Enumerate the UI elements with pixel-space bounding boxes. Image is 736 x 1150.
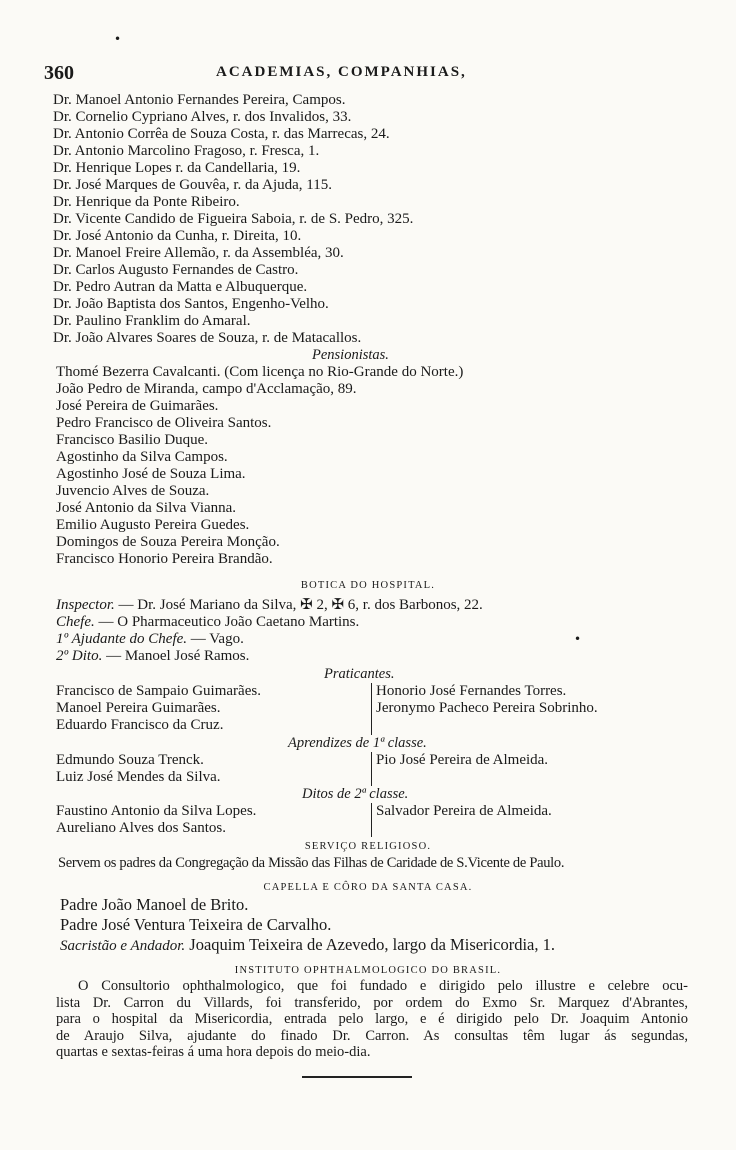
praticante-entry: Eduardo Francisco da Cruz. <box>56 717 224 733</box>
padre-entry: Padre João Manoel de Brito. <box>60 895 249 914</box>
pensionista-entry: Juvencio Alves de Souza. <box>56 483 210 499</box>
chefe-text: — O Pharmaceutico João Caetano Martins. <box>94 614 360 630</box>
column-divider <box>371 803 372 837</box>
ajudante2-label: 2º Dito. <box>56 648 103 664</box>
aprendiz-entry: Luiz José Mendes da Silva. <box>56 769 221 785</box>
pensionistas-heading: Pensionistas. <box>312 347 389 363</box>
praticantes-heading: Praticantes. <box>324 666 395 682</box>
pensionista-entry: Francisco Basilio Duque. <box>56 432 209 448</box>
doctor-entry: Dr. Carlos Augusto Fernandes de Castro. <box>53 262 299 278</box>
aprendiz-entry: Aureliano Alves dos Santos. <box>56 820 226 836</box>
running-header: ACADEMIAS, COMPANHIAS, <box>216 64 467 80</box>
doctor-entry: Dr. Cornelio Cypriano Alves, r. dos Invalidos, 33. <box>53 109 352 125</box>
praticante-entry: Jeronymo Pacheco Pereira Sobrinho. <box>376 700 598 716</box>
praticante-entry: Francisco de Sampaio Guimarães. <box>56 683 261 699</box>
aprendizes-2-heading: Ditos de 2ª classe. <box>302 786 409 802</box>
botica-ajudante-1 <box>56 631 244 648</box>
paragraph-line: quartas e sextas-feiras á uma hora depois do meio-dia. <box>56 1044 371 1060</box>
pensionista-entry: Agostinho da Silva Campos. <box>56 449 228 465</box>
paragraph-line: para o hospital da Misericordia, entrada pelo largo, e é dirigido pelo Dr. Joaquim Antonio <box>56 1011 688 1027</box>
pensionista-entry: José Pereira de Guimarães. <box>56 398 219 414</box>
paragraph-line: O Consultorio ophthalmologico, que foi fundado e dirigido pelo illustre e celebre ocu- <box>78 978 688 994</box>
closing-rule <box>302 1076 412 1078</box>
doctor-entry: Dr. Antonio Corrêa de Souza Costa, r. das Marrecas, 24. <box>53 126 390 142</box>
pensionista-entry: Agostinho José de Souza Lima. <box>56 466 246 482</box>
capella-heading: CAPELLA E CÔRO DA SANTA CASA. <box>263 882 473 893</box>
inspector-text: — Dr. José Mariano da Silva, ✠ 2, ✠ 6, r. dos Barbonos, 22. <box>114 597 483 613</box>
doctor-entry: Dr. Manoel Antonio Fernandes Pereira, Campos. <box>53 92 346 108</box>
doctor-entry: Dr. Henrique Lopes r. da Candellaria, 19. <box>53 160 301 176</box>
inspector-label: Inspector. <box>56 597 115 613</box>
doctor-entry: Dr. Henrique da Ponte Ribeiro. <box>53 194 240 210</box>
pensionista-entry: Domingos de Souza Pereira Monção. <box>56 534 280 550</box>
doctor-entry: Dr. Manoel Freire Allemão, r. da Assembléa, 30. <box>53 245 344 261</box>
instituto-heading: INSTITUTO OPHTHALMOLOGICO DO BRASIL. <box>234 965 502 976</box>
pensionista-entry: Emilio Augusto Pereira Guedes. <box>56 517 250 533</box>
botica-heading: BOTICA DO HOSPITAL. <box>300 580 436 591</box>
doctor-entry: Dr. João Baptista dos Santos, Engenho-Velho. <box>53 296 329 312</box>
ajudante1-label: 1º Ajudante do Chefe. <box>56 631 188 647</box>
paragraph-line: de Araujo Silva, ajudante do finado Dr. Carron. As consultas têm lugar ás segundas, <box>56 1027 688 1044</box>
column-divider <box>371 683 372 735</box>
praticante-entry: Manoel Pereira Guimarães. <box>56 700 221 716</box>
doctor-entry: Dr. Paulino Franklim do Amaral. <box>53 313 251 329</box>
doctor-entry: Dr. Antonio Marcolino Fragoso, r. Fresca, 1. <box>53 143 320 159</box>
botica-ajudante-2 <box>56 648 249 665</box>
aprendiz-entry: Edmundo Souza Trenck. <box>56 752 204 768</box>
pensionista-entry: João Pedro de Miranda, campo d'Acclamação, 89. <box>56 381 357 397</box>
praticante-entry: Honorio José Fernandes Torres. <box>376 683 567 699</box>
aprendiz-entry: Salvador Pereira de Almeida. <box>376 803 552 819</box>
aprendizes-1-heading: Aprendizes de 1ª classe. <box>288 735 427 751</box>
aprendiz-entry: Faustino Antonio da Silva Lopes. <box>56 803 257 819</box>
doctor-entry: Dr. Pedro Autran da Matta e Albuquerque. <box>53 279 308 295</box>
sacristao-entry <box>60 936 555 955</box>
doctor-entry: Dr. José Marques de Gouvêa, r. da Ajuda, 115. <box>53 177 332 193</box>
pensionista-entry: Francisco Honorio Pereira Brandão. <box>56 551 273 567</box>
pensionista-entry: José Antonio da Silva Vianna. <box>56 500 237 516</box>
ink-speck: • <box>114 32 122 46</box>
page-number: 360 <box>44 62 74 84</box>
botica-inspector <box>56 597 483 614</box>
sacristao-label: Sacristão e Andador. <box>60 938 186 954</box>
paragraph-line: lista Dr. Carron du Villards, foi transferido, por ordem do Exmo Sr. Marquez d'Abrantes, <box>56 994 688 1011</box>
column-divider <box>371 752 372 786</box>
instituto-paragraph <box>56 978 688 1061</box>
doctor-entry: Dr. José Antonio da Cunha, r. Direita, 10. <box>53 228 302 244</box>
doctor-entry: Dr. João Alvares Soares de Souza, r. de Matacallos. <box>53 330 362 346</box>
doctor-entry: Dr. Vicente Candido de Figueira Saboia, r. de S. Pedro, 325. <box>53 211 414 227</box>
padre-entry: Padre José Ventura Teixeira de Carvalho. <box>60 915 332 934</box>
chefe-label: Chefe. <box>56 614 95 630</box>
servico-text: Servem os padres da Congregação da Missão das Filhas de Caridade de S.Vicente de Paulo. <box>58 855 565 871</box>
botica-chefe <box>56 614 359 631</box>
aprendiz-entry: Pio José Pereira de Almeida. <box>376 752 549 768</box>
sacristao-text: Joaquim Teixeira de Azevedo, largo da Misericordia, 1. <box>185 935 555 954</box>
pensionista-entry: Pedro Francisco de Oliveira Santos. <box>56 415 272 431</box>
ink-speck: • <box>574 632 582 646</box>
servico-heading: SERVIÇO RELIGIOSO. <box>304 841 432 852</box>
ajudante2-text: — Manoel José Ramos. <box>102 648 250 664</box>
pensionista-entry: Thomé Bezerra Cavalcanti. (Com licença no Rio-Grande do Norte.) <box>56 364 464 380</box>
ajudante1-text: — Vago. <box>187 631 244 647</box>
